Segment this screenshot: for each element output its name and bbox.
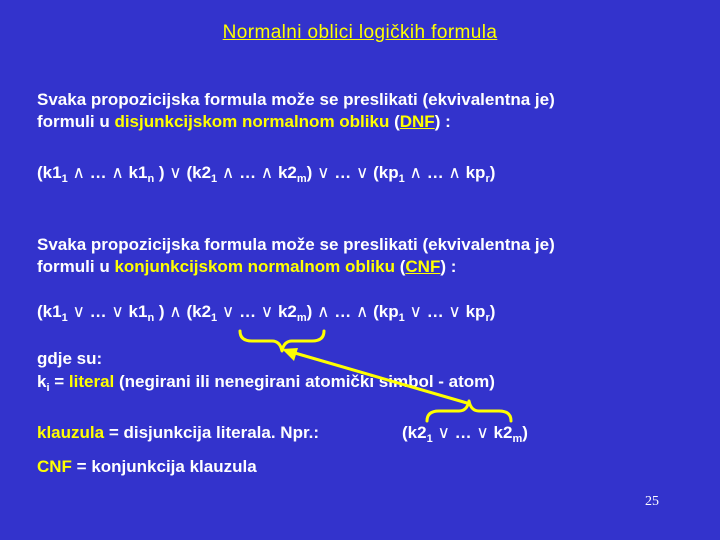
page-number: 25 [645, 494, 659, 509]
clause-term: klauzula [37, 423, 105, 442]
cnf-abbr: CNF [405, 257, 441, 276]
dnf-formula: ($k1_1$ ∧ … ∧ $k1_n$ ) ∨ ($k2_1$ ∧ … ∧ $k2_m$) ∨ … ∨ ($kp_1$ ∧ … ∧ $kp_r$) [37, 163, 496, 185]
clause-definition: klauzula = disjunkcija literala. Npr.: [37, 423, 320, 442]
dnf-abbr: DNF [399, 112, 435, 131]
arrow-head [282, 348, 298, 361]
cnf-formula: ($k1_1$ ∨ … ∨ $k1_n$ ) ∧ ($k2_1$ ∨ … ∨ $k2_m$) ∧ … ∧ ($kp_1$ ∨ … ∨ $kp_r$) [37, 302, 496, 324]
page-title: Normalni oblici logičkih formula [222, 22, 498, 43]
dnf-line-1: Svaka propozicijska formula može se preslikati (ekvivalentna je) [37, 90, 555, 109]
arrow-line [288, 351, 467, 403]
literal-definition: $k_i$ = literal (negirani ili nenegirani atomički simbol - atom) [37, 372, 495, 394]
dnf-term: disjunkcijskom normalnom obliku [114, 112, 390, 131]
cnf-term: konjunkcijskom normalnom obliku [114, 257, 395, 276]
cnf-line-2-prefix: formuli u [37, 257, 115, 276]
literal-term: literal [68, 372, 115, 391]
cnf-term-2: CNF [37, 457, 72, 476]
brace-over-example [427, 401, 511, 421]
cnf-line-1: Svaka propozicijska formula može se preslikati (ekvivalentna je) [37, 235, 555, 254]
where-heading: gdje su: [37, 349, 103, 368]
brace-under-clause [240, 331, 324, 351]
dnf-line-2-suffix: ) : [434, 112, 451, 131]
cnf-definition: CNF = konjunkcija klauzula [37, 457, 257, 476]
dnf-line-2-mid: ( [389, 112, 400, 131]
cnf-line-2-suffix: ) : [440, 257, 457, 276]
cnf-line-2-mid: ( [395, 257, 406, 276]
dnf-line-2-prefix: formuli u [37, 112, 115, 131]
clause-example: ($k2_1$ ∨ … ∨ $k2_m$) [402, 423, 528, 445]
